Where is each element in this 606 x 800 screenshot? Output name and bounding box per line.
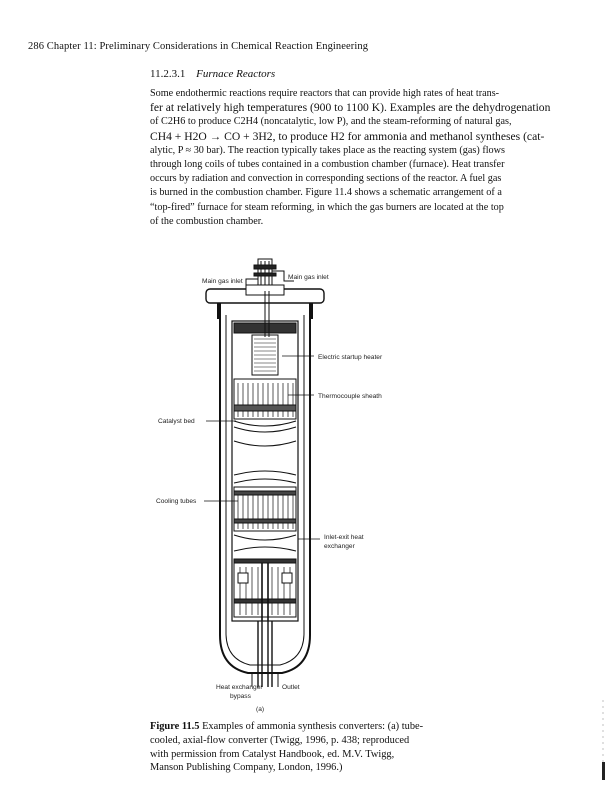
upper-catalyst-bed [234, 379, 296, 432]
label-panel: (a) [256, 706, 265, 713]
label-cooling-tubes: Cooling tubes [156, 498, 197, 505]
converter-diagram [148, 255, 448, 715]
heat-exchanger [234, 559, 296, 621]
caption-text: Examples of ammonia synthesis converters: (a) tube-cooled, axial-flow converter (Twigg, 1996, p. 438; reproduced with permission from Catalyst Handbook, ed. M.V. Twigg, Manson Publishing Company, London, 1996.) [150, 721, 424, 774]
paragraph-line: through long coils of tubes contained in a combustion chamber (furnace). Heat transfer [150, 159, 505, 171]
body-paragraph [150, 87, 568, 229]
label-main-gas-inlet-left: Main gas inlet [202, 278, 243, 285]
label-thermocouple: Thermocouple sheath [318, 393, 382, 400]
label-catalyst-bed: Catalyst bed [158, 418, 195, 425]
paragraph-line: of C2H6 to produce C2H4 (noncatalytic, low P), and the steam-reforming of natural gas, [150, 116, 512, 128]
paragraph-line: Some endothermic reactions require reactors that can provide high rates of heat trans- [150, 88, 500, 99]
label-main-gas-inlet-right: Main gas inlet [288, 274, 329, 281]
section-title: Furnace Reactors [196, 68, 276, 80]
caption-label: Figure 11.5 [150, 721, 200, 732]
running-header: 286 Chapter 11: Preliminary Considerations in Chemical Reaction Engineering [28, 41, 369, 52]
paragraph-line: alytic, P ≈ 30 bar). The reaction typically takes place as the reacting system (gas) flows [150, 144, 505, 156]
figure-caption [150, 720, 428, 775]
label-inlet-exit-2: exchanger [324, 543, 355, 550]
paragraph-line: is burned in the combustion chamber. Figure 11.4 shows a schematic arrangement of a [150, 187, 502, 199]
cooling-tube-section [234, 487, 296, 551]
label-heat-exchanger-bypass-2: bypass [230, 693, 251, 700]
paragraph-line: fer at relatively high temperatures (900 to 1100 K). Examples are the dehydrogenation [150, 101, 551, 115]
section-number: 11.2.3.1 [150, 68, 186, 80]
label-outlet: Outlet [282, 684, 300, 691]
paragraph-line: CH4 + H2O → CO + 3H2, to produce H2 for ammonia and methanol syntheses (cat- [150, 129, 545, 143]
section-heading [150, 68, 275, 80]
paragraph-line: of the combustion chamber. [150, 215, 264, 227]
paragraph-line: occurs by radiation and convection in corresponding sections of the reactor. A fuel gas [150, 173, 502, 185]
bottom-pipes [252, 621, 278, 687]
label-electric-heater: Electric startup heater [318, 354, 383, 361]
label-heat-exchanger-bypass-1: Heat exchanger [216, 684, 263, 691]
label-inlet-exit-1: Inlet-exit heat [324, 534, 364, 541]
mid-bed [234, 441, 296, 483]
paragraph-line: “top-fired” furnace for steam reforming, in which the gas burners are located at the top [150, 201, 504, 213]
scan-edge-artifact [598, 700, 606, 780]
